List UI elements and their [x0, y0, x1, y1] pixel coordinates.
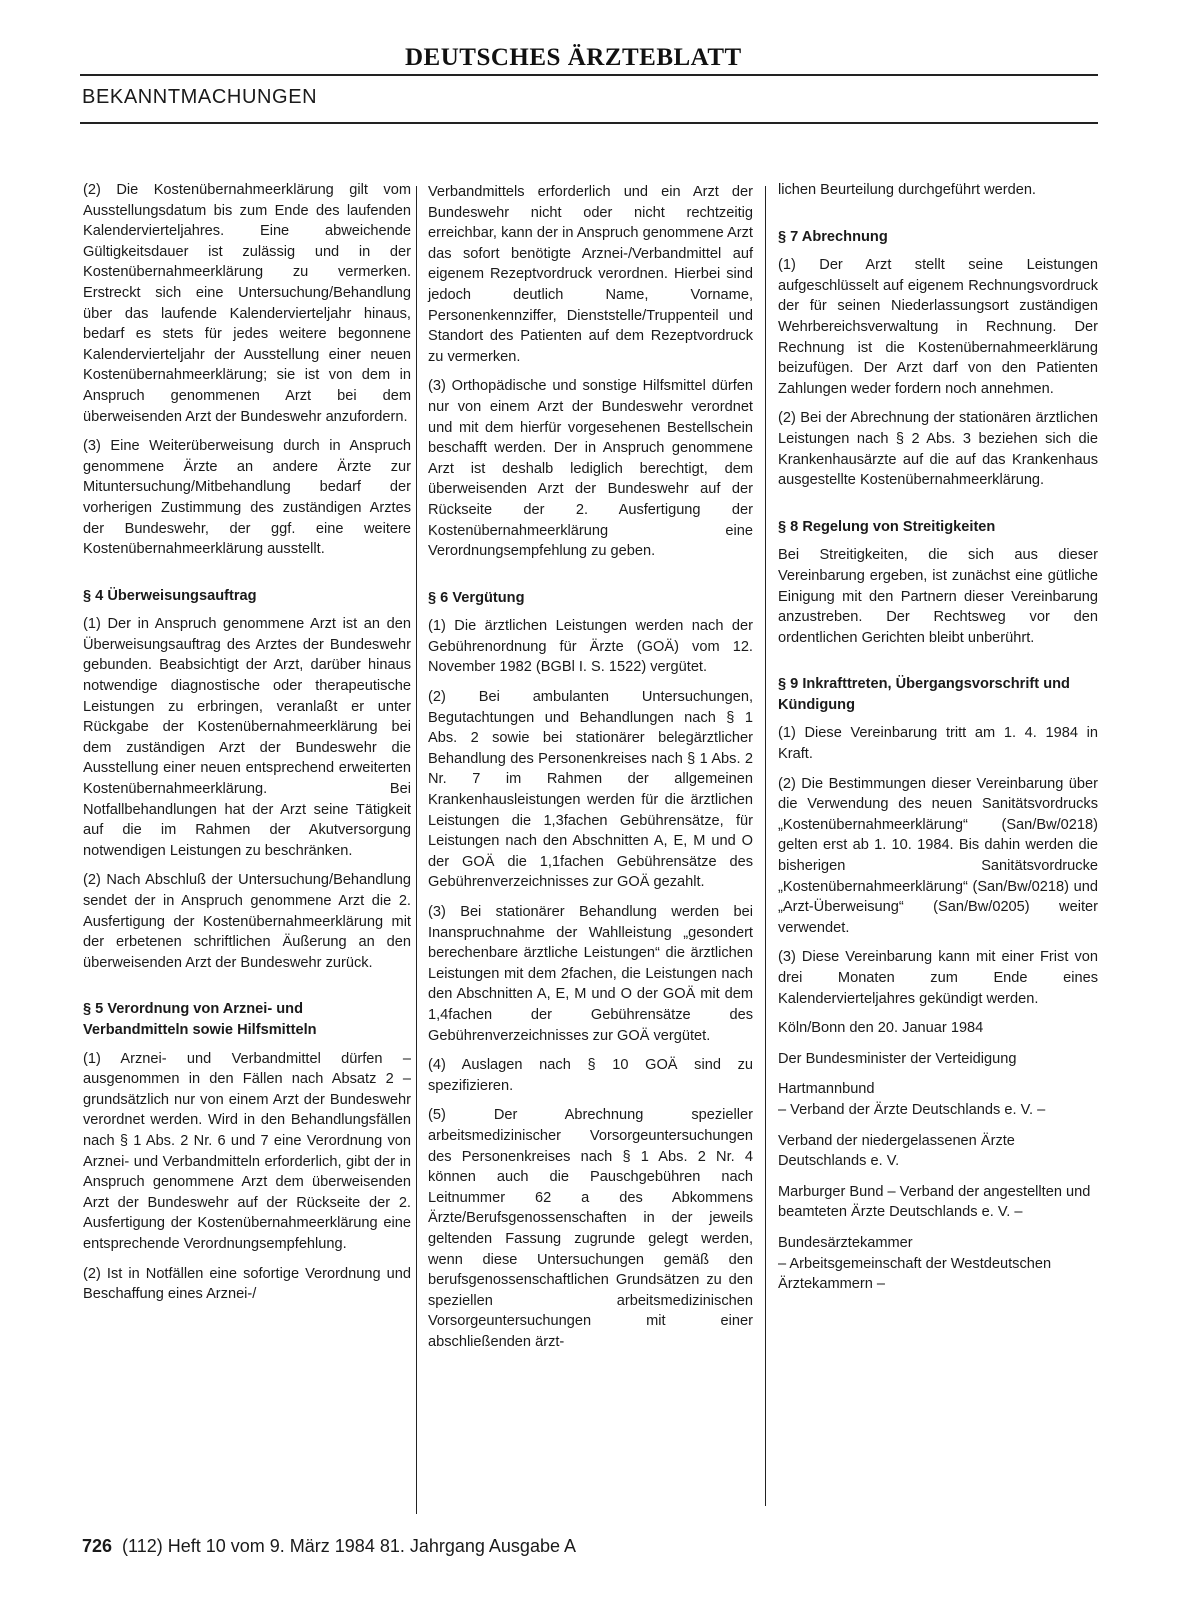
paragraph: (1) Arznei- und Verbandmittel dürfen – ausgenommen in den Fällen nach Absatz 2 – grundsätzlich nur von einem Arzt der Bundeswehr verordnet werden. Wird in den Behandlungsfällen nach § 1 Abs. 2 Nr. 6 und 7 eine Verordnung von Arznei- und Verbandmitteln erforderlich, gibt der in Anspruch genommene Arzt dem überweisenden Arzt der Bundeswehr auf der Rückseite der 2. Ausfertigung der Kostenübernahmeerklärung eine entsprechende Verordnungsempfehlung. [83, 1050, 411, 1252]
text-column-1 [83, 180, 411, 1314]
section-heading: § 9 Inkrafttreten, Übergangsvorschrift und Kündigung [778, 676, 1070, 713]
paragraph: (3) Bei stationärer Behandlung werden bei Inanspruchnahme der Wahlleistung „gesondert berechenbare ärztliche Leistungen“ die ärztlichen Leistungen mit dem 2fachen, die Leistungen nach den Abschnitten A, E, M und O der GOÄ mit dem 1,4fachen der Gebührensätze des Gebührenverzeichnisses zur GOÄ vergütet. [428, 904, 753, 1044]
page-number: 726 [82, 1536, 113, 1556]
issue-info: (112) Heft 10 vom 9. März 1984 81. Jahrgang Ausgabe A [122, 1536, 576, 1556]
column-divider-2 [765, 186, 766, 1506]
section-heading: § 4 Überweisungsauftrag [83, 587, 257, 604]
signatory: Verband der niedergelassenen Ärzte Deutschlands e. V. [778, 1132, 1015, 1170]
header-rule-bottom [80, 122, 1098, 124]
paragraph: (2) Die Bestimmungen dieser Vereinbarung über die Verwendung des neuen Sanitätsvordrucks „Kostenübernahmeerklärung“ (San/Bw/0218) gelten erst ab 1. 10. 1984. Bis dahin werden die bisherigen Sanitätsvordrucke „Kostenübernahmeerklärung“ (San/Bw/0218) und „Arzt-Überweisung“ (San/Bw/0205) weiter verwendet. [778, 775, 1098, 936]
section-label: BEKANNTMACHUNGEN [82, 86, 318, 108]
paragraph: Verbandmittels erforderlich und ein Arzt der Bundeswehr nicht oder nicht rechtzeitig erreichbar, kann der in Anspruch genommene Arzt das sofort benötigte Arznei-/Verbandmittel auf eigenem Rezeptvordruck verordnen. Hierbei sind jedoch deutlich Name, Vorname, Personenkennziffer, Dienststelle/Truppenteil und Standort des Patienten auf dem Rezeptvordruck zu vermerken. [428, 184, 753, 365]
signatory [778, 1233, 1098, 1295]
signatory: Der Bundesminister der Verteidigung [778, 1050, 1017, 1067]
section-heading: § 5 Verordnung von Arznei- und Verbandmitteln sowie Hilfsmitteln [83, 1001, 317, 1038]
paragraph: (1) Die ärztlichen Leistungen werden nach der Gebührenordnung für Ärzte (GOÄ) vom 12. November 1982 (BGBl I. S. 1522) vergütet. [428, 618, 753, 676]
paragraph: (3) Diese Vereinbarung kann mit einer Frist von drei Monaten zum Ende eines Kalendervierteljahres gekündigt werden. [778, 949, 1098, 1007]
signatory [778, 1079, 1098, 1120]
paragraph: (4) Auslagen nach § 10 GOÄ sind zu spezifizieren. [428, 1057, 753, 1094]
paragraph: (3) Orthopädische und sonstige Hilfsmittel dürfen nur von einem Arzt der Bundeswehr verordnet und mit dem hierfür vorgesehenen Bestellschein beschafft werden. Der in Anspruch genommene Arzt ist deshalb lediglich berechtigt, dem überweisenden Arzt der Bundeswehr auf der Rückseite der 2. Ausfertigung der Kostenübernahmeerklärung eine Verordnungsempfehlung zu geben. [428, 378, 753, 560]
masthead-title: DEUTSCHES ÄRZTEBLATT [405, 44, 742, 71]
text-column-2 [428, 182, 753, 1361]
signatory: Marburger Bund – Verband der angestellten und beamteten Ärzte Deutschlands e. V. – [778, 1183, 1091, 1221]
paragraph: (1) Der Arzt stellt seine Leistungen aufgeschlüsselt auf eigenem Rechnungsvordruck der für seinen Niederlassungsort zuständigen Wehrbereichsverwaltung in Rechnung. Der Rechnung ist die Kostenübernahmeerklärung beizufügen. Der Arzt darf von den Patienten Zahlungen weder fordern noch annehmen. [778, 257, 1098, 397]
paragraph: (2) Bei der Abrechnung der stationären ärztlichen Leistungen nach § 2 Abs. 3 beziehen sich die Krankenhausärzte auf die auf das Krankenhaus ausgestellte Kostenübernahmeerklärung. [778, 410, 1098, 489]
paragraph: (2) Bei ambulanten Untersuchungen, Begutachtungen und Behandlungen nach § 1 Abs. 2 sowie bei stationärer belegärztlicher Behandlung des Personenkreises nach § 1 Abs. 2 Nr. 7 im Rahmen der allgemeinen Krankenhausleistungen werden für die ärztlichen Leistungen die 1,3fachen Gebührensätze, für Leistungen nach den Abschnitten A, E, M und O der GOÄ die 1,1fachen Gebührensätze des Gebührenverzeichnisses zur GOÄ gezahlt. [428, 689, 753, 891]
signature-date: Köln/Bonn den 20. Januar 1984 [778, 1020, 984, 1037]
paragraph: lichen Beurteilung durchgeführt werden. [778, 182, 1036, 198]
paragraph: (3) Eine Weiterüberweisung durch in Anspruch genommene Ärzte an andere Ärzte zur Mituntersuchung/Mitbehandlung bedarf der vorherigen Zustimmung des zuständigen Arztes der Bundeswehr, der ggf. eine weitere Kostenübernahmeerklärung ausstellt. [83, 438, 411, 558]
paragraph: (2) Ist in Notfällen eine sofortige Verordnung und Beschaffung eines Arznei-/ [83, 1265, 411, 1303]
section-heading: § 6 Vergütung [428, 589, 525, 606]
text-column-3 [778, 180, 1098, 1305]
paragraph: (1) Diese Vereinbarung tritt am 1. 4. 1984 in Kraft. [778, 725, 1098, 763]
signatory-name: Hartmannbund [778, 1081, 875, 1098]
paragraph: (2) Die Kostenübernahmeerklärung gilt vom Ausstellungsdatum bis zum Ende des laufenden Kalendervierteljahres. Eine abweichende Gültigkeitsdauer ist zulässig und in der Kostenübernahmeerklärung zu vermerken. Erstreckt sich eine Untersuchung/Behandlung über das laufende Kalendervierteljahr hinaus, bedarf es stets für jedes weitere begonnene Kalendervierteljahr der Ausstellung einer neuen Kostenübernahmeerklärung; sie ist von dem in Anspruch genommenen Arzt bei dem überweisenden Arzt der Bundeswehr anzufordern. [83, 182, 411, 425]
paragraph: (1) Der in Anspruch genommene Arzt ist an den Überweisungsauftrag des Arztes der Bundeswehr gebunden. Beabsichtigt der Arzt, darüber hinaus notwendige diagnostische oder therapeutische Leistungen zu erbringen, veranlaßt er unter Rückgabe der Kostenübernahmeerklärung bei dem zuständigen Arzt der Bundeswehr die Ausstellung einer neuen entsprechend erweiterten Kostenübernahmeerklärung. Bei Notfallbehandlungen hat der Arzt seine Tätigkeit auf die im Rahmen der Akutversorgung notwendigen Leistungen zu beschränken. [83, 616, 411, 859]
column-divider-1 [416, 186, 417, 1514]
section-heading: § 7 Abrechnung [778, 228, 888, 245]
section-heading: § 8 Regelung von Streitigkeiten [778, 518, 996, 535]
paragraph: (2) Nach Abschluß der Untersuchung/Behandlung sendet der in Anspruch genommene Arzt die 2. Ausfertigung der Kostenübernahmeerklärung mit der erbetenen schriftlichen Äußerung an den überweisenden Arzt der Bundeswehr zurück. [83, 872, 411, 971]
header-rule-top [80, 74, 1098, 76]
signatory-subtitle: – Verband der Ärzte Deutschlands e. V. – [778, 1101, 1046, 1118]
paragraph: (5) Der Abrechnung spezieller arbeitsmedizinischer Vorsorgeuntersuchungen des Personenkreises nach § 1 Abs. 2 Nr. 4 können auch die Pauschgebühren nach Leitnummer 62 a des Abkommens Ärzte/Berufsgenossenschaften in der jeweils geltenden Fassung zugrunde gelegt werden, wenn diese Untersuchungen gemäß den berufsgenossenschaftlichen Grundsätzen zu den speziellen arbeitsmedizinischen Vorsorgeuntersuchungen mit einer abschließenden ärzt- [428, 1107, 753, 1350]
signatory-subtitle: – Arbeitsgemeinschaft der Westdeutschen Ärztekammern – [778, 1255, 1052, 1293]
paragraph: Bei Streitigkeiten, die sich aus dieser Vereinbarung ergeben, ist zunächst eine gütliche Einigung mit den Partnern dieser Vereinbarung anzustreben. Der Rechtsweg vor den ordentlichen Gerichten bleibt unberührt. [778, 547, 1098, 646]
page-footer [82, 1536, 576, 1557]
signatory-name: Bundesärztekammer [778, 1234, 913, 1251]
